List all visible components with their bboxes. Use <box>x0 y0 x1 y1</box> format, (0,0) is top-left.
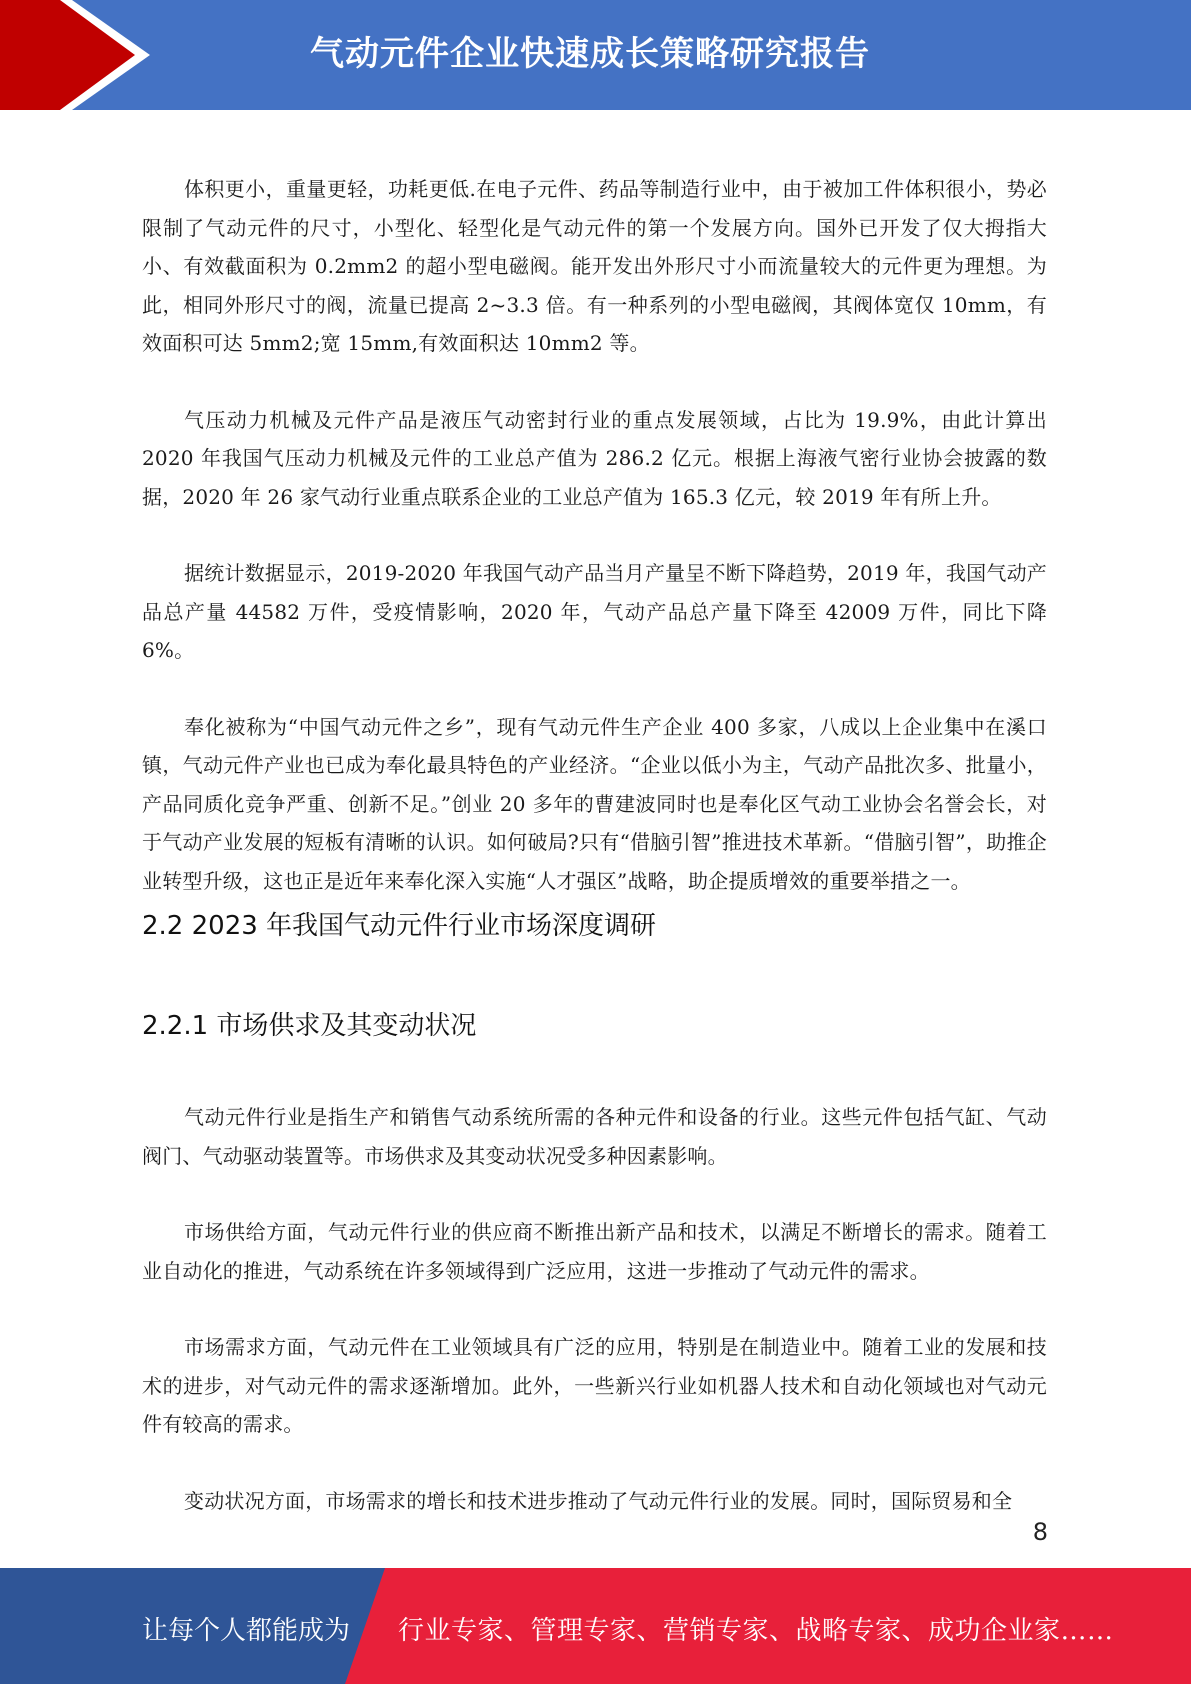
footer-slogan-left: 让每个人都能成为 <box>142 1616 351 1646</box>
section-heading: 2.2 2023 年我国气动元件行业市场深度调研 <box>142 911 657 941</box>
body-text-top <box>142 170 1047 900</box>
page-footer <box>0 1568 1191 1684</box>
paragraph-industry-definition: 气动元件行业是指生产和销售气动系统所需的各种元件和设备的行业。这些元件包括气缸、气动阀门、气动驱动装置等。市场供求及其变动状况受多种因素影响。 <box>142 1105 1047 1168</box>
footer-slogan-right: 行业专家、管理专家、营销专家、战略专家、成功企业家…… <box>398 1616 1114 1646</box>
paragraph-miniaturization: 体积更小，重量更轻，功耗更低.在电子元件、药品等制造行业中，由于被加工件体积很小，势必限制了气动元件的尺寸，小型化、轻型化是气动元件的第一个发展方向。国外已开发了仅大拇指大小、有效截面积为 0.2mm2 的超小型电磁阀。能开发出外形尺寸小而流量较大的元件更为理想。为此，相同外形尺寸的阀，流量已提高 2~3.3 倍。有一种系列的小型电磁阀，其阀体宽仅 10mm，有效面积可达 5mm2;宽 15mm,有效面积达 10mm2 等。 <box>142 177 1047 355</box>
body-text-bottom <box>142 1098 1047 1520</box>
page-header <box>0 0 1191 110</box>
paragraph-output-value: 气压动力机械及元件产品是液压气动密封行业的重点发展领域，占比为 19.9%，由此计算出 2020 年我国气压动力机械及元件的工业总产值为 286.2 亿元。根据上海液气密行业协会披露的数据，2020 年 26 家气动行业重点联系企业的工业总产值为 165.3 亿元，较 2019 年有所上升。 <box>142 407 1047 509</box>
paragraph-production-stats: 据统计数据显示，2019-2020 年我国气动产品当月产量呈不断下降趋势，2019 年，我国气动产品总产量 44582 万件，受疫情影响，2020 年，气动产品总产量下降至 42009 万件，同比下降 6%。 <box>142 561 1047 662</box>
paragraph-changes: 变动状况方面，市场需求的增长和技术进步推动了气动元件行业的发展。同时，国际贸易和全 <box>184 1488 1013 1513</box>
document-title: 气动元件企业快速成长策略研究报告 <box>310 34 870 74</box>
paragraph-supply: 市场供给方面，气动元件行业的供应商不断推出新产品和技术，以满足不断增长的需求。随着工业自动化的推进，气动系统在许多领域得到广泛应用，这进一步推动了气动元件的需求。 <box>142 1220 1047 1283</box>
paragraph-fenghua: 奉化被称为“中国气动元件之乡”，现有气动元件生产企业 400 多家，八成以上企业集中在溪口镇，气动元件产业也已成为奉化最具特色的产业经济。“企业以低小为主，气动产品批次多、批量小，产品同质化竞争严重、创新不足。”创业 20 多年的曹建波同时也是奉化区气动工业协会名誉会长，对于气动产业发展的短板有清晰的认识。如何破局?只有“借脑引智”推进技术革新。“借脑引智”，助推企业转型升级，这也正是近年来奉化深入实施“人才强区”战略，助企提质增效的重要举措之一。 <box>142 714 1047 893</box>
page-number: 8 <box>1032 1518 1048 1546</box>
subsection-heading: 2.2.1 市场供求及其变动状况 <box>142 1011 477 1041</box>
paragraph-demand: 市场需求方面，气动元件在工业领域具有广泛的应用，特别是在制造业中。随着工业的发展和技术的进步，对气动元件的需求逐渐增加。此外，一些新兴行业如机器人技术和自动化领域也对气动元件有较高的需求。 <box>142 1335 1047 1436</box>
